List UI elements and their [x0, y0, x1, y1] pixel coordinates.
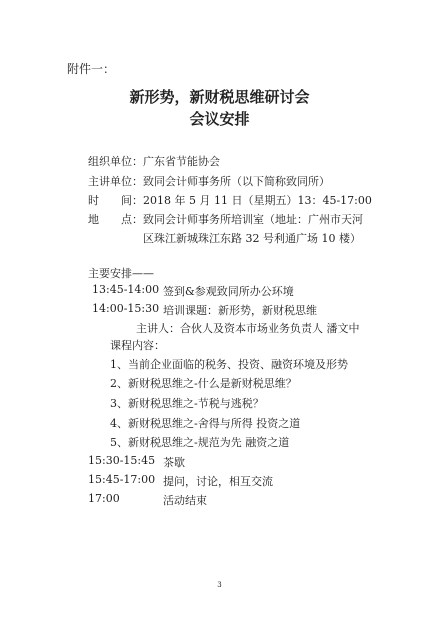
place-label: 地 点：: [88, 213, 143, 226]
document-subtitle: 会议安排: [189, 110, 250, 128]
schedule-time: 15:30-15:45: [88, 454, 156, 467]
schedule-desc: 茶歇: [163, 456, 185, 469]
host-line: 主讲单位：致同会计师事务所（以下简称致同所）: [88, 175, 330, 188]
speaker-line: 主讲人：合伙人及资本市场业务负责人 潘文中: [136, 322, 360, 335]
schedule-time: 13:45-14:00: [92, 283, 160, 296]
schedule-heading: 主要安排——: [88, 267, 154, 280]
document-title: 新形势，新财税思维研讨会: [129, 88, 310, 106]
course-item: 4、新财税思维之-舍得与所得 投资之道: [110, 417, 301, 430]
schedule-desc: 活动结束: [163, 494, 207, 507]
schedule-desc: 签到&参观致同所办公环境: [163, 285, 294, 298]
time-value: 2018 年 5 月 11 日（星期五）13：45-17:00: [143, 194, 372, 207]
course-item: 5、新财税思维之-规范为先 融资之道: [110, 436, 290, 449]
place-value-line2: 区珠江新城珠江东路 32 号利通广场 10 楼）: [143, 232, 361, 245]
course-heading: 课程内容：: [110, 339, 165, 352]
course-item: 2、新财税思维之-什么是新财税思维？: [110, 377, 297, 390]
schedule-time: 17:00: [88, 492, 120, 505]
page-number: 3: [217, 581, 222, 589]
time-label: 时 间：: [88, 194, 143, 207]
course-item: 3、新财税思维之-节税与逃税？: [110, 397, 264, 410]
schedule-time: 14:00-15:30: [92, 302, 160, 315]
schedule-desc: 培训课题：新形势，新财税思维: [163, 304, 317, 317]
schedule-desc: 提问，讨论，相互交流: [163, 475, 273, 488]
organizer-line: 组织单位：广东省节能协会: [88, 155, 220, 168]
schedule-time: 15:45-17:00: [88, 473, 156, 486]
course-item: 1、当前企业面临的税务、投资、融资环境及形势: [110, 358, 348, 371]
place-value-line1: 致同会计师事务所培训室（地址：广州市天河: [143, 213, 363, 226]
attachment-label: 附件一：: [67, 62, 116, 76]
